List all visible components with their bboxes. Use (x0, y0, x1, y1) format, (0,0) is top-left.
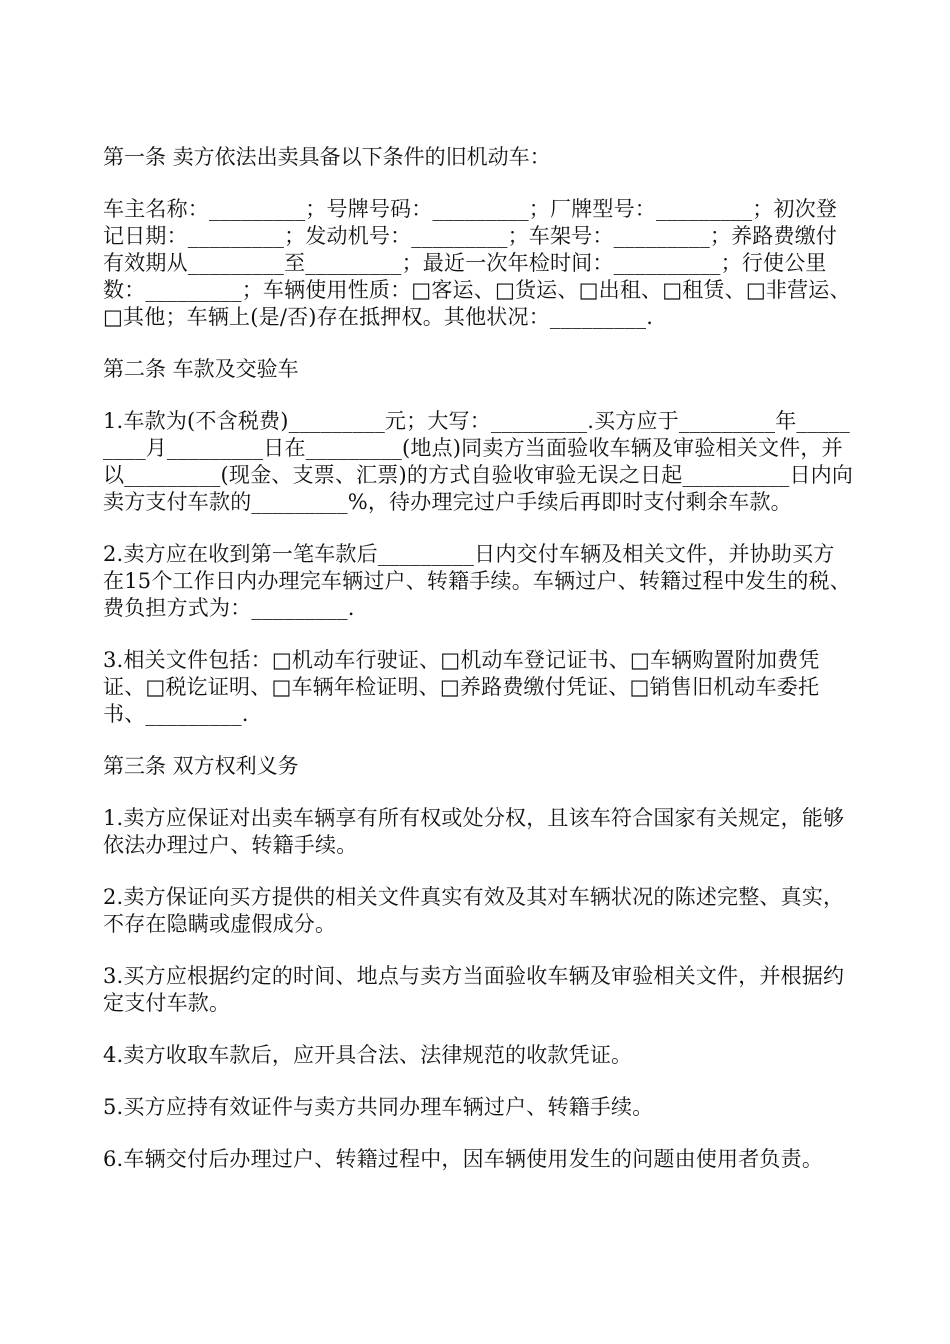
document-page (103, 144, 855, 1198)
article-1-body: 车主名称：_________；号牌号码：_________；厂牌型号：_________；初次登记日期：_________；发动机号：_________；车架号：_________；养路费缴付有效期从_________至_________；最近一次年检时间：__________；行使公里数：_________；车辆使用性质：□客运、□货运、□出租、□租赁、□非营运、□其他；车辆上(是/否)存在抵押权。其他状况：_________. (103, 197, 851, 329)
article-3-item-1: 1.卖方应保证对出卖车辆享有所有权或处分权，且该车符合国家有关规定，能够依法办理过户、转籍手续。 (103, 806, 845, 857)
article-1-heading: 第一条 卖方依法出卖具备以下条件的旧机动车： (103, 145, 551, 169)
article-3-item-3: 3.买方应根据约定的时间、地点与卖方当面验收车辆及审验相关文件，并根据约定支付车款。 (103, 964, 845, 1015)
article-3-item-6: 6.车辆交付后办理过户、转籍过程中，因车辆使用发生的问题由使用者负责。 (103, 1147, 824, 1171)
article-3-heading: 第三条 双方权利义务 (103, 754, 299, 778)
article-3-item-4: 4.卖方收取车款后，应开具合法、法律规范的收款凭证。 (103, 1043, 633, 1067)
article-3-item-5: 5.买方应持有效证件与卖方共同办理车辆过户、转籍手续。 (103, 1095, 654, 1119)
article-2-item-1: 1.车款为(不含税费)_________元；大写：_________.买方应于_________年_________月_________日在_________(地点)同卖方当面验收车辆及审验相关文件，并以_________(现金、支票、汇票)的方式自验收审验无误之日起__________日内向卖方支付车款的_________%，待办理完过户手续后再即时支付剩余车款。 (103, 409, 854, 514)
article-2-item-2: 2.卖方应在收到第一笔车款后_________日内交付车辆及相关文件，并协助买方在15个工作日内办理完车辆过户、转籍手续。车辆过户、转籍过程中发生的税、费负担方式为：_________. (103, 542, 851, 620)
article-2-item-3: 3.相关文件包括：□机动车行驶证、□机动车登记证书、□车辆购置附加费凭证、□税讫证明、□车辆年检证明、□养路费缴付凭证、□销售旧机动车委托书、_________. (103, 648, 820, 726)
article-3-item-2: 2.卖方保证向买方提供的相关文件真实有效及其对车辆状况的陈述完整、真实，不存在隐瞒或虚假成分。 (103, 885, 845, 936)
article-2-heading: 第二条 车款及交验车 (103, 357, 299, 381)
